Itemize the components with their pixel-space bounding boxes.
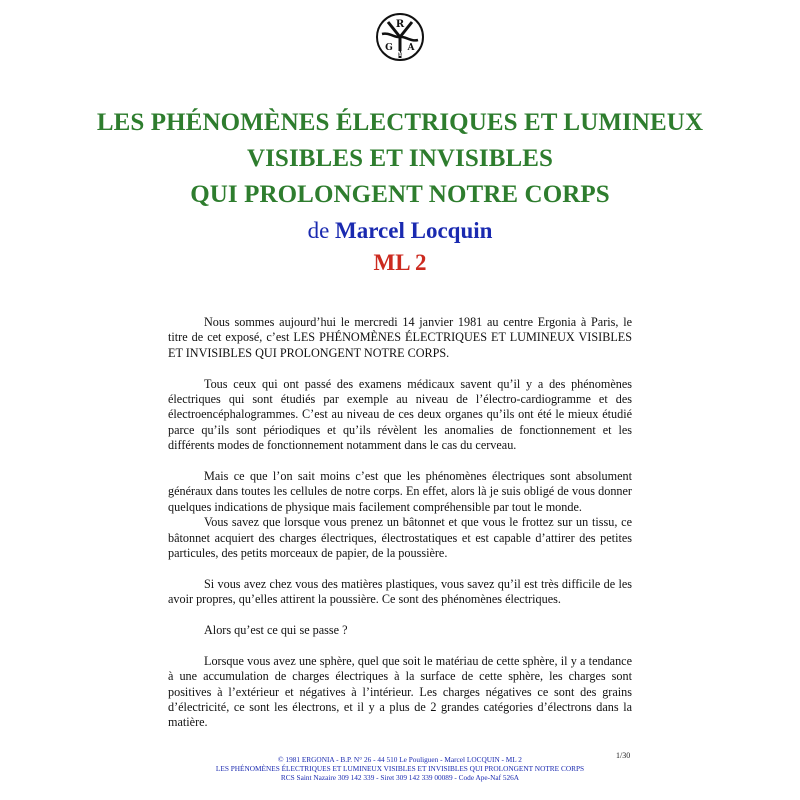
footer <box>0 755 800 782</box>
paragraph-5: Si vous avez chez vous des matières plastiques, vous savez qu’il est très difficile de les avoir propres, qu’elles attirent la poussière. Ce sont des phénomènes électriques. <box>168 576 632 607</box>
title-block <box>0 105 800 278</box>
document-code: ML 2 <box>373 250 427 275</box>
paragraph-4: Vous savez que lorsque vous prenez un bâtonnet et que vous le frottez sur un tissu, ce bâtonnet acquiert des charges électriques, électrostatiques et est capable d’attirer des petites particules, des petits morceaux de papier, de la poussière. <box>168 515 632 561</box>
footer-line-2: LES PHÉNOMÈNES ÉLECTRIQUES ET LUMINEUX VISIBLES ET INVISIBLES QUI PROLONGENT NOTRE CORPS <box>215 764 585 773</box>
author-line <box>0 214 800 248</box>
ergonia-logo-icon <box>375 12 425 62</box>
author-name: Marcel Locquin <box>335 218 493 243</box>
svg-text:G: G <box>385 43 393 53</box>
footer-line-3: RCS Saint Nazaire 309 142 339 - Siret 309 142 339 00089 - Code Ape-Naf 526A <box>280 773 520 782</box>
title-line-1: LES PHÉNOMÈNES ÉLECTRIQUES ET LUMINEUX <box>96 109 704 136</box>
footer-line-1: © 1981 ERGONIA - B.P. N° 26 - 44 510 Le Pouliguen - Marcel LOCQUIN - ML 2 <box>278 755 522 764</box>
page-number: 1/30 <box>616 751 631 760</box>
svg-text:Y: Y <box>397 51 403 58</box>
paragraph-7: Lorsque vous avez une sphère, quel que soit le matériau de cette sphère, il y a tendance à une accumulation de charges électriques à la surface de cette sphère, les charges sont positives à l’extérieur et négatives à l’intérieur. Les charges négatives ce sont des grains d’électricité, ce sont les électrons, et il y a plus de 2 grandes catégories d’électrons dans la matière. <box>168 653 632 730</box>
svg-text:R: R <box>395 19 405 30</box>
body-text <box>168 315 632 731</box>
svg-text:A: A <box>407 43 415 53</box>
title-line-3: QUI PROLONGENT NOTRE CORPS <box>190 181 610 208</box>
paragraph-2: Tous ceux qui ont passé des examens médicaux savent qu’il y a des phénomènes électriques qui sont étudiés par exemple au niveau de l’électro-cardiogramme et des électroencéphalogrammes. C’est au niveau de ces deux organes qu’ils ont été le mieux étudié parce qu’ils sont périodiques et qu’ils révèlent les anomalies de fonctionnement et les différents modes de fonctionnement notamment dans le cas du cerveau. <box>168 376 632 453</box>
paragraph-6: Alors qu’est ce qui se passe ? <box>204 623 348 638</box>
title-line-2: VISIBLES ET INVISIBLES <box>246 145 554 172</box>
paragraph-3: Mais ce que l’on sait moins c’est que les phénomènes électriques sont absolument généraux dans toutes les cellules de notre corps. En effet, alors là je suis obligé de vous donner quelques indications de physique mais facilement compréhensible par tout le monde. <box>168 469 632 514</box>
author-prefix: de <box>307 218 330 243</box>
paragraph-1: Nous sommes aujourd’hui le mercredi 14 janvier 1981 au centre Ergonia à Paris, le titre de cet exposé, c’est LES PHÉNOMÈNES ÉLECTRIQUES ET LUMINEUX VISIBLES ET INVISIBLES QUI PROLONGENT NOTRE CORPS. <box>168 315 632 360</box>
